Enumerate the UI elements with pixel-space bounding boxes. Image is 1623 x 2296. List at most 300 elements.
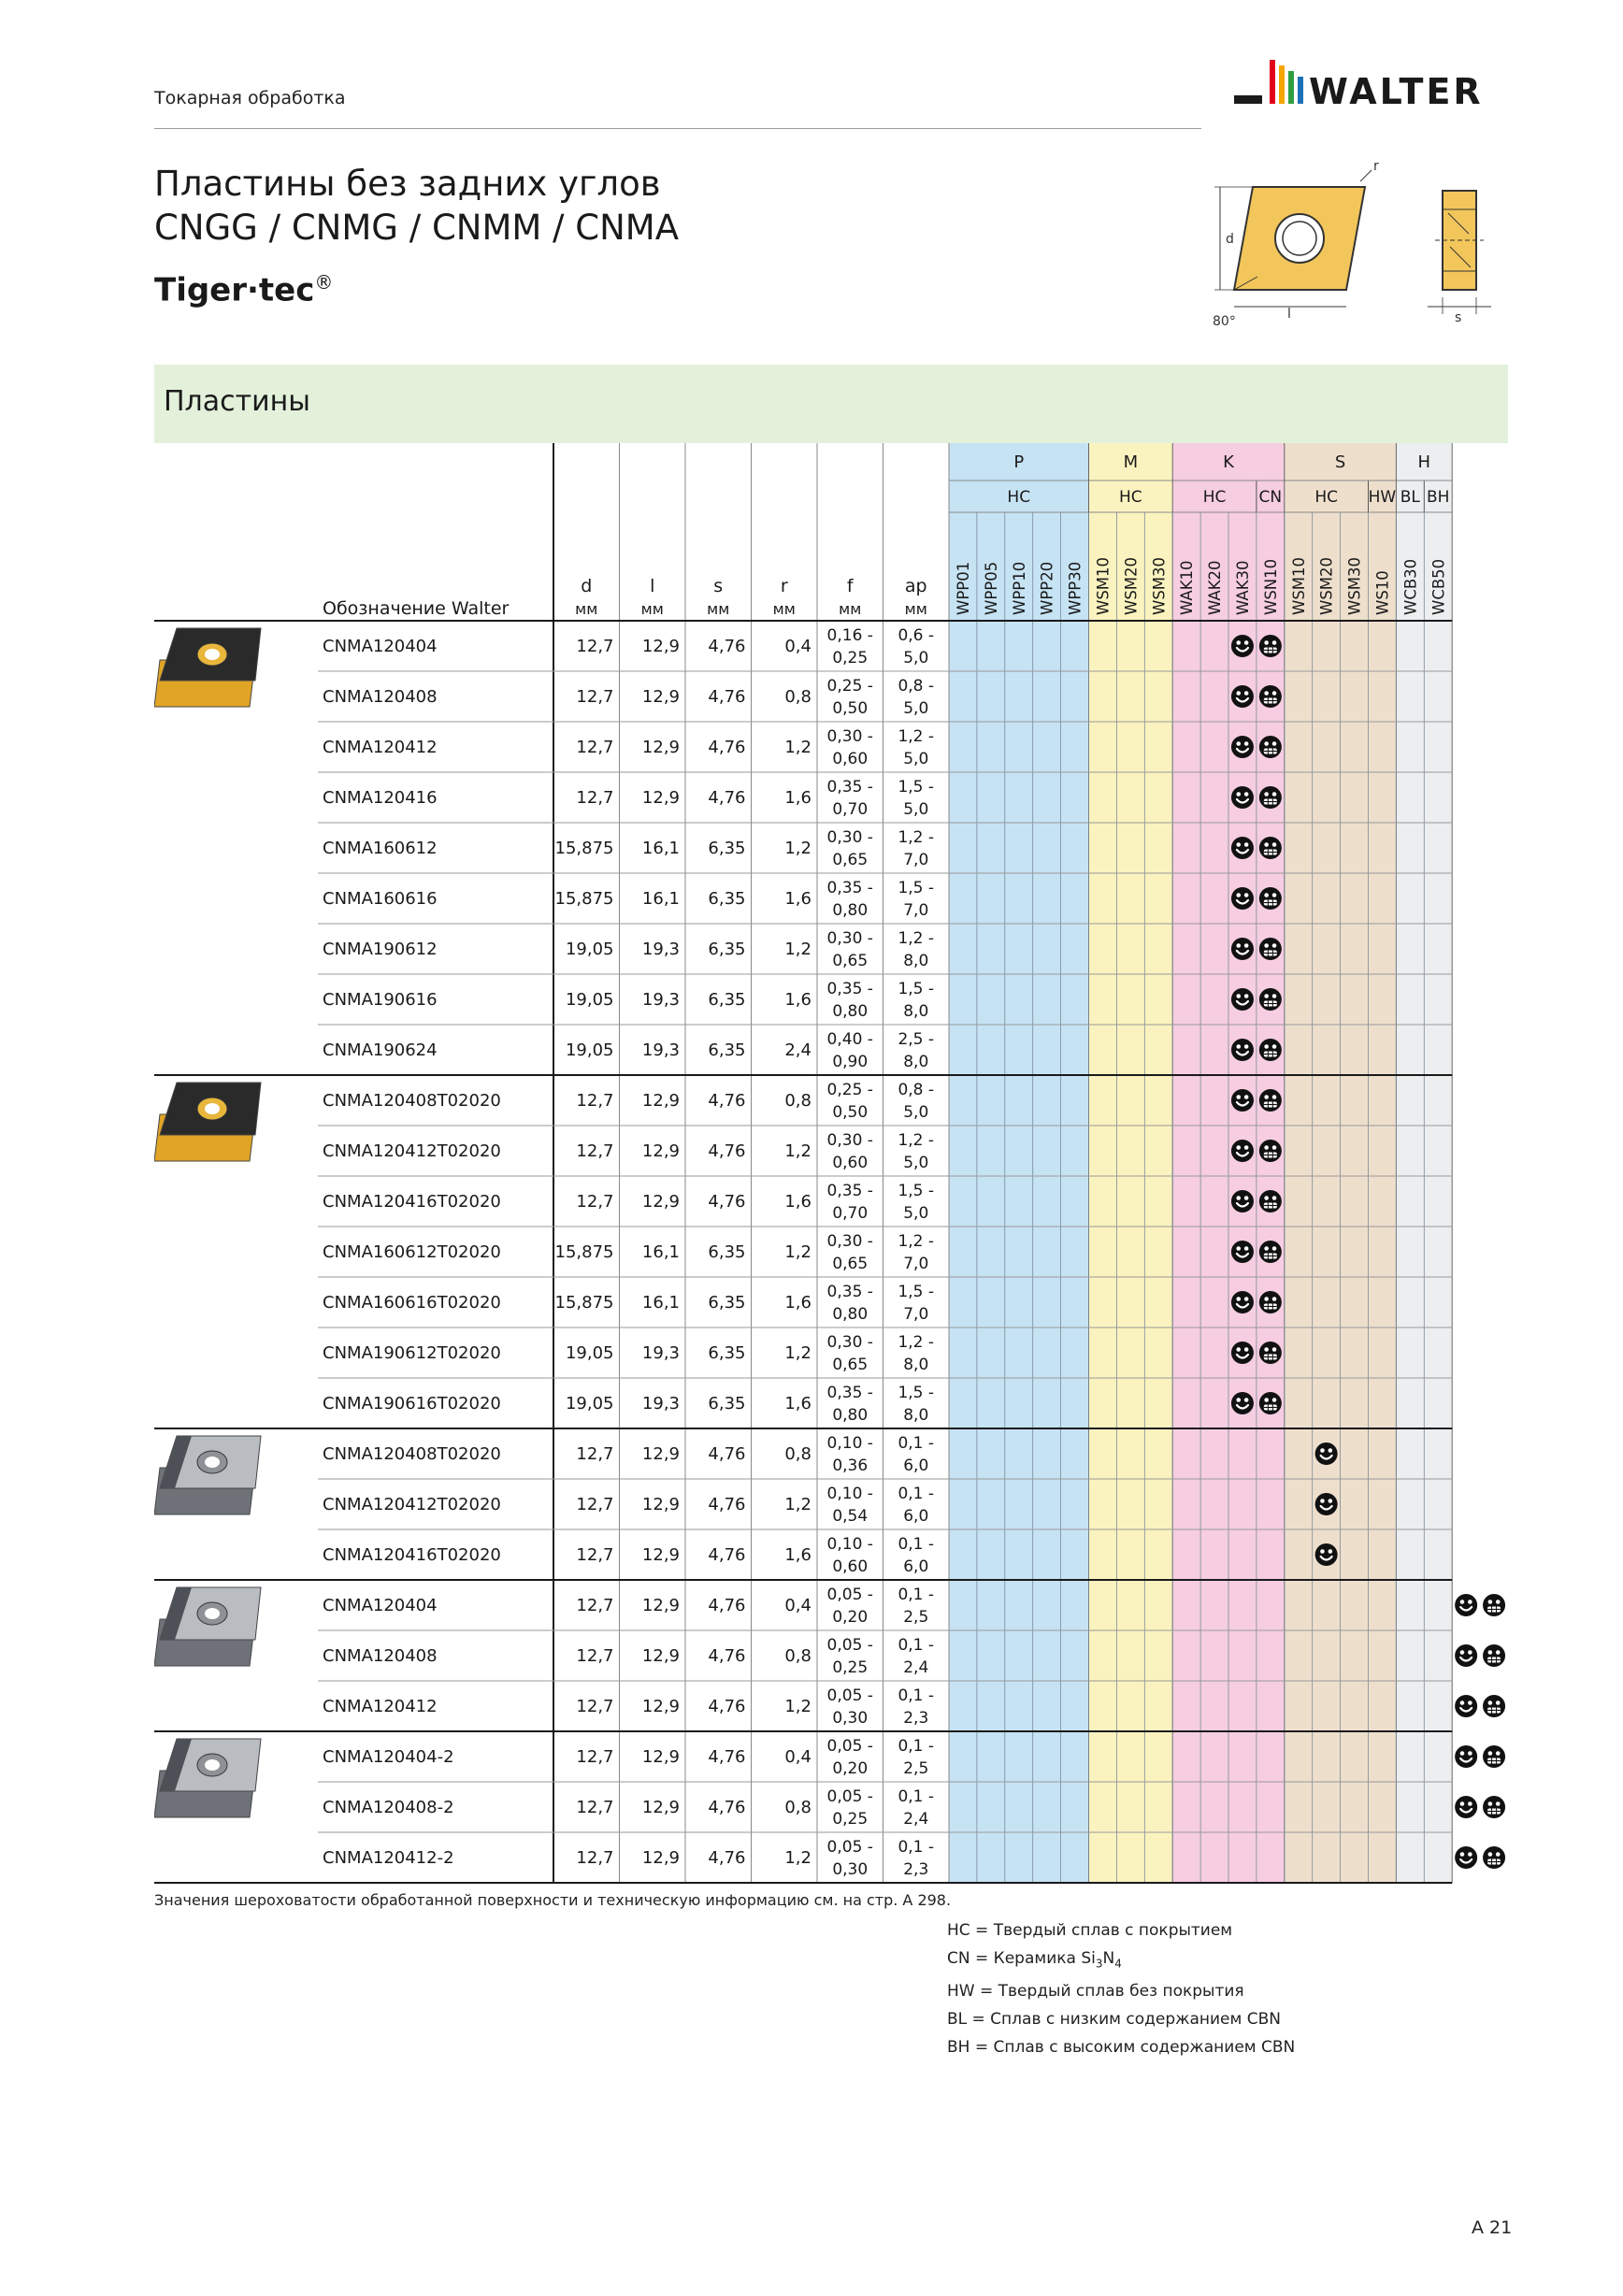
range-cell-ap: 5,0 <box>903 1154 929 1172</box>
range-cell-f: 0,54 <box>832 1507 869 1526</box>
range-cell-ap: 5,0 <box>903 1103 929 1122</box>
range-cell-ap: 7,0 <box>903 901 929 920</box>
dim-cell-l: 12,9 <box>641 738 680 757</box>
smiley-face-icon <box>1231 1342 1254 1364</box>
grade-label: WSM10 <box>1094 556 1113 615</box>
range-cell-f: 0,30 - <box>826 929 873 948</box>
smiley-face-icon <box>1455 1695 1477 1717</box>
dim-unit: мм <box>904 600 927 618</box>
range-cell-ap: 0,8 - <box>898 677 935 696</box>
range-cell-ap: 6,0 <box>903 1457 929 1475</box>
insert-image <box>154 1739 261 1817</box>
dim-cell-s: 6,35 <box>708 1394 746 1413</box>
smiley-face-icon <box>1231 988 1254 1011</box>
range-cell-f: 0,80 <box>832 1305 869 1324</box>
insert-image <box>154 628 261 707</box>
smiley-face-icon <box>1231 1392 1254 1414</box>
designation-cell: CNMA160612T02020 <box>323 1242 501 1262</box>
designation-cell: CNMA120404 <box>323 637 438 656</box>
range-cell-f: 0,50 <box>832 699 869 718</box>
legend-bh: BH = Сплав с высоким содержанием CBN <box>947 2038 1296 2058</box>
range-cell-ap: 0,1 - <box>898 1686 935 1705</box>
dim-cell-s: 6,35 <box>708 839 746 858</box>
dim-cell-d: 12,7 <box>576 1192 614 1212</box>
range-cell-ap: 0,1 - <box>898 1535 935 1554</box>
grade-class-hw: HW <box>1368 488 1397 507</box>
range-cell-f: 0,30 - <box>826 1131 873 1150</box>
range-cell-f: 0,05 - <box>826 1838 873 1857</box>
grade-label: WPP20 <box>1038 561 1056 615</box>
dim-cell-r: 1,2 <box>784 1848 812 1868</box>
designation-cell: CNMA160616 <box>323 889 438 909</box>
range-cell-f: 0,05 - <box>826 1636 873 1655</box>
range-cell-ap: 7,0 <box>903 851 929 869</box>
range-cell-f: 0,65 <box>832 1255 869 1273</box>
legend-bl: BL = Сплав с низким содержанием CBN <box>947 2010 1281 2030</box>
grade-label: WAK10 <box>1178 560 1197 615</box>
dim-cell-d: 12,7 <box>576 687 614 707</box>
designation-cell: CNMA120416T02020 <box>323 1192 501 1212</box>
dim-cell-s: 4,76 <box>708 1091 746 1111</box>
designation-cell: CNMA120404-2 <box>323 1747 454 1767</box>
smiley-face-icon <box>1455 1796 1477 1818</box>
range-cell-f: 0,60 <box>832 1557 869 1576</box>
dim-cell-r: 1,2 <box>784 940 812 959</box>
dim-cell-r: 2,4 <box>784 1040 812 1060</box>
section-label: Токарная обработка <box>154 88 346 108</box>
grade-class-hc: HC <box>1007 488 1031 507</box>
dim-cell-r: 1,6 <box>784 1394 812 1413</box>
grade-class-hc: HC <box>1314 488 1338 507</box>
range-cell-f: 0,35 - <box>826 1283 873 1301</box>
range-cell-ap: 0,1 - <box>898 1586 935 1604</box>
dim-cell-l: 16,1 <box>641 1293 680 1313</box>
dim-cell-s: 4,76 <box>708 1798 746 1817</box>
designation-cell: CNMA160616T02020 <box>323 1293 501 1313</box>
dim-cell-l: 12,9 <box>641 1444 680 1464</box>
dim-cell-d: 12,7 <box>576 1495 614 1514</box>
range-cell-f: 0,60 <box>832 1154 869 1172</box>
grade-label: WAK30 <box>1233 560 1252 615</box>
range-cell-f: 0,30 - <box>826 828 873 847</box>
material-group-k: K <box>1223 452 1234 472</box>
grimace-face-icon <box>1483 1846 1505 1869</box>
range-cell-f: 0,10 - <box>826 1535 873 1554</box>
svg-text:r: r <box>1373 159 1379 174</box>
grimace-face-icon <box>1259 1342 1282 1364</box>
dim-cell-s: 4,76 <box>708 1141 746 1161</box>
dim-cell-d: 15,875 <box>554 889 614 909</box>
grimace-face-icon <box>1259 1241 1282 1263</box>
logo-text: WALTER <box>1309 71 1484 112</box>
dim-unit: мм <box>640 600 664 618</box>
dim-cell-d: 12,7 <box>576 1848 614 1868</box>
range-cell-ap: 8,0 <box>903 1356 929 1374</box>
legend-hw: HW = Твердый сплав без покрытия <box>947 1982 1244 2002</box>
designation-cell: CNMA160612 <box>323 839 438 858</box>
range-cell-ap: 0,8 - <box>898 1081 935 1099</box>
dim-cell-r: 1,6 <box>784 889 812 909</box>
designation-cell: CNMA120408-2 <box>323 1798 454 1817</box>
range-cell-ap: 1,5 - <box>898 1384 935 1402</box>
dim-cell-r: 0,8 <box>784 1091 812 1111</box>
brand-title <box>154 271 333 309</box>
designation-cell: CNMA120408 <box>323 1646 438 1666</box>
walter-logo <box>1234 60 1507 122</box>
smiley-face-icon <box>1455 1846 1477 1869</box>
grimace-face-icon <box>1483 1796 1505 1818</box>
dim-header-l: l <box>650 576 655 596</box>
registered-mark: ® <box>314 271 334 294</box>
range-cell-f: 0,25 <box>832 1658 869 1677</box>
dim-header-ap: ap <box>904 576 927 596</box>
dim-cell-d: 12,7 <box>576 1646 614 1666</box>
dim-header-f: f <box>846 576 854 596</box>
svg-text:80°: 80° <box>1213 314 1236 329</box>
range-cell-ap: 8,0 <box>903 952 929 970</box>
dim-cell-s: 4,76 <box>708 1545 746 1565</box>
dim-cell-s: 4,76 <box>708 1747 746 1767</box>
dim-cell-d: 19,05 <box>565 990 614 1010</box>
dim-cell-d: 12,7 <box>576 1444 614 1464</box>
range-cell-ap: 5,0 <box>903 649 929 667</box>
range-cell-ap: 5,0 <box>903 800 929 819</box>
insert-image <box>154 1436 261 1514</box>
smiley-face-icon <box>1315 1442 1338 1465</box>
range-cell-f: 0,65 <box>832 1356 869 1374</box>
grade-label: WSM20 <box>1122 556 1141 615</box>
range-cell-f: 0,20 <box>832 1759 869 1778</box>
dim-cell-l: 19,3 <box>641 1040 680 1060</box>
dim-cell-l: 12,9 <box>641 788 680 808</box>
dim-cell-s: 4,76 <box>708 687 746 707</box>
dim-cell-r: 1,6 <box>784 990 812 1010</box>
designation-cell: CNMA120412T02020 <box>323 1495 501 1514</box>
range-cell-ap: 1,2 - <box>898 828 935 847</box>
range-cell-ap: 1,2 - <box>898 727 935 746</box>
dim-unit: мм <box>772 600 796 618</box>
range-cell-ap: 2,5 - <box>898 1030 935 1049</box>
dim-cell-d: 12,7 <box>576 1545 614 1565</box>
dim-cell-l: 12,9 <box>641 1495 680 1514</box>
header-divider <box>154 128 1201 129</box>
dim-cell-l: 12,9 <box>641 1798 680 1817</box>
smiley-face-icon <box>1231 685 1254 708</box>
legend <box>947 1916 1295 2061</box>
grade-label: WSM30 <box>1345 556 1364 615</box>
dim-cell-l: 12,9 <box>641 1697 680 1716</box>
range-cell-f: 0,50 <box>832 1103 869 1122</box>
range-cell-f: 0,30 <box>832 1709 869 1728</box>
range-cell-f: 0,70 <box>832 800 869 819</box>
range-cell-f: 0,25 - <box>826 677 873 696</box>
grade-class-hc: HC <box>1119 488 1142 507</box>
dim-cell-s: 6,35 <box>708 990 746 1010</box>
range-cell-f: 0,25 - <box>826 1081 873 1099</box>
range-cell-f: 0,60 <box>832 750 869 768</box>
svg-text:d: d <box>1226 232 1234 247</box>
smiley-face-icon <box>1231 736 1254 758</box>
section-title: Пластины <box>164 385 310 418</box>
range-cell-ap: 1,5 - <box>898 778 935 796</box>
dim-cell-l: 16,1 <box>641 1242 680 1262</box>
dim-cell-r: 0,8 <box>784 1444 812 1464</box>
dim-cell-s: 6,35 <box>708 1242 746 1262</box>
dim-cell-d: 12,7 <box>576 637 614 656</box>
dim-cell-r: 0,4 <box>784 1596 812 1615</box>
range-cell-f: 0,40 - <box>826 1030 873 1049</box>
range-cell-ap: 2,5 <box>903 1608 929 1627</box>
dim-cell-d: 12,7 <box>576 738 614 757</box>
dim-cell-d: 19,05 <box>565 940 614 959</box>
designation-cell: CNMA120416T02020 <box>323 1545 501 1565</box>
dim-cell-s: 6,35 <box>708 1293 746 1313</box>
grade-label: WSM20 <box>1317 556 1336 615</box>
smiley-face-icon <box>1231 1291 1254 1313</box>
grade-label: WSM30 <box>1150 556 1169 615</box>
designation-cell: CNMA120408T02020 <box>323 1091 501 1111</box>
dim-cell-s: 6,35 <box>708 1040 746 1060</box>
designation-cell: CNMA120404 <box>323 1596 438 1615</box>
smiley-face-icon <box>1231 1089 1254 1112</box>
dim-cell-s: 4,76 <box>708 1697 746 1716</box>
dim-cell-d: 12,7 <box>576 788 614 808</box>
range-cell-ap: 6,0 <box>903 1507 929 1526</box>
range-cell-ap: 1,5 - <box>898 1283 935 1301</box>
dim-cell-r: 1,2 <box>784 1495 812 1514</box>
dim-unit: мм <box>707 600 730 618</box>
designation-cell: CNMA120412 <box>323 738 438 757</box>
dim-cell-l: 12,9 <box>641 1192 680 1212</box>
range-cell-ap: 0,1 - <box>898 1434 935 1453</box>
dim-cell-s: 6,35 <box>708 1343 746 1363</box>
range-cell-f: 0,36 <box>832 1457 869 1475</box>
inserts-table <box>154 443 1508 1888</box>
grade-label: WCB30 <box>1401 558 1420 615</box>
range-cell-ap: 5,0 <box>903 699 929 718</box>
grimace-face-icon <box>1259 1291 1282 1313</box>
svg-text:l: l <box>1287 307 1291 322</box>
dim-cell-d: 19,05 <box>565 1394 614 1413</box>
svg-text:s: s <box>1455 310 1462 325</box>
dim-cell-r: 1,6 <box>784 788 812 808</box>
range-cell-f: 0,80 <box>832 1406 869 1425</box>
dim-cell-l: 19,3 <box>641 1394 680 1413</box>
grade-band-p <box>949 443 1089 1883</box>
range-cell-f: 0,05 - <box>826 1586 873 1604</box>
range-cell-ap: 1,5 - <box>898 980 935 998</box>
range-cell-ap: 1,2 - <box>898 1232 935 1251</box>
grimace-face-icon <box>1483 1745 1505 1768</box>
range-cell-ap: 8,0 <box>903 1053 929 1071</box>
smiley-face-icon <box>1231 635 1254 657</box>
smiley-face-icon <box>1455 1594 1477 1616</box>
smiley-face-icon <box>1231 1039 1254 1061</box>
grimace-face-icon <box>1259 1089 1282 1112</box>
material-group-m: M <box>1123 452 1139 472</box>
grade-class-cn: CN <box>1258 488 1283 507</box>
range-cell-f: 0,80 <box>832 901 869 920</box>
dim-cell-l: 16,1 <box>641 889 680 909</box>
grade-label: WSM10 <box>1289 556 1308 615</box>
dim-cell-l: 12,9 <box>641 637 680 656</box>
grade-label: WAK20 <box>1206 560 1225 615</box>
grimace-face-icon <box>1483 1644 1505 1667</box>
dim-cell-r: 1,6 <box>784 1293 812 1313</box>
range-cell-ap: 5,0 <box>903 1204 929 1223</box>
range-cell-f: 0,05 - <box>826 1787 873 1806</box>
title-line-2: CNGG / CNMG / CNMM / CNMA <box>154 208 680 248</box>
range-cell-ap: 0,1 - <box>898 1737 935 1756</box>
grimace-face-icon <box>1259 938 1282 960</box>
range-cell-ap: 8,0 <box>903 1002 929 1021</box>
grade-label: WCB50 <box>1429 558 1448 615</box>
dim-cell-s: 4,76 <box>708 1596 746 1615</box>
grimace-face-icon <box>1259 1190 1282 1213</box>
designation-cell: CNMA120416 <box>323 788 438 808</box>
dim-cell-d: 12,7 <box>576 1697 614 1716</box>
range-cell-ap: 1,2 - <box>898 1333 935 1352</box>
range-cell-f: 0,65 <box>832 851 869 869</box>
smiley-face-icon <box>1455 1745 1477 1768</box>
dim-cell-r: 1,2 <box>784 839 812 858</box>
grimace-face-icon <box>1259 736 1282 758</box>
dim-unit: мм <box>839 600 862 618</box>
dim-cell-r: 0,8 <box>784 687 812 707</box>
range-cell-f: 0,10 - <box>826 1434 873 1453</box>
range-cell-ap: 2,5 <box>903 1759 929 1778</box>
grade-band-m <box>1089 443 1173 1883</box>
grimace-face-icon <box>1259 786 1282 809</box>
range-cell-ap: 2,4 <box>903 1658 929 1677</box>
range-cell-ap: 1,5 - <box>898 1182 935 1200</box>
designation-cell: CNMA120408T02020 <box>323 1444 501 1464</box>
dim-cell-d: 15,875 <box>554 1293 614 1313</box>
insert-geometry-diagram <box>1201 157 1519 335</box>
range-cell-ap: 0,1 - <box>898 1787 935 1806</box>
range-cell-ap: 2,3 <box>903 1709 929 1728</box>
range-cell-f: 0,25 <box>832 649 869 667</box>
dim-cell-r: 0,4 <box>784 637 812 656</box>
grade-class-hc: HC <box>1202 488 1227 507</box>
range-cell-ap: 1,2 - <box>898 929 935 948</box>
insert-image <box>154 1587 261 1666</box>
dim-cell-s: 4,76 <box>708 738 746 757</box>
grimace-face-icon <box>1259 635 1282 657</box>
dim-cell-s: 6,35 <box>708 940 746 959</box>
range-cell-ap: 5,0 <box>903 750 929 768</box>
material-group-h: H <box>1417 452 1431 472</box>
designation-cell: CNMA190624 <box>323 1040 438 1060</box>
range-cell-f: 0,90 <box>832 1053 869 1071</box>
range-cell-f: 0,20 <box>832 1608 869 1627</box>
range-cell-ap: 0,1 - <box>898 1838 935 1857</box>
dim-cell-d: 12,7 <box>576 1798 614 1817</box>
range-cell-ap: 6,0 <box>903 1557 929 1576</box>
range-cell-ap: 8,0 <box>903 1406 929 1425</box>
grimace-face-icon <box>1483 1594 1505 1616</box>
dim-cell-r: 1,2 <box>784 738 812 757</box>
designation-cell: CNMA120412-2 <box>323 1848 454 1868</box>
dim-cell-l: 12,9 <box>641 1091 680 1111</box>
grimace-face-icon <box>1259 1392 1282 1414</box>
dim-cell-d: 12,7 <box>576 1141 614 1161</box>
dim-cell-s: 4,76 <box>708 637 746 656</box>
dim-cell-l: 12,9 <box>641 1848 680 1868</box>
page-title <box>154 162 679 250</box>
grimace-face-icon <box>1259 685 1282 708</box>
smiley-face-icon <box>1231 1140 1254 1162</box>
range-cell-f: 0,80 <box>832 1002 869 1021</box>
designation-cell: CNMA120412T02020 <box>323 1141 501 1161</box>
dim-cell-s: 4,76 <box>708 1646 746 1666</box>
smiley-face-icon <box>1231 1241 1254 1263</box>
range-cell-ap: 1,5 - <box>898 879 935 897</box>
grade-label: WPP05 <box>982 561 1000 615</box>
range-cell-f: 0,35 - <box>826 778 873 796</box>
designation-cell: CNMA190612T02020 <box>323 1343 501 1363</box>
designation-cell: CNMA190612 <box>323 940 438 959</box>
title-line-1: Пластины без задних углов <box>154 164 661 204</box>
range-cell-f: 0,35 - <box>826 1384 873 1402</box>
brand-name: Tiger·tec <box>154 271 315 309</box>
grimace-face-icon <box>1259 837 1282 859</box>
dim-cell-s: 4,76 <box>708 788 746 808</box>
dim-cell-l: 12,9 <box>641 1747 680 1767</box>
range-cell-ap: 2,3 <box>903 1860 929 1879</box>
grimace-face-icon <box>1259 988 1282 1011</box>
dim-cell-l: 12,9 <box>641 1545 680 1565</box>
dim-cell-l: 12,9 <box>641 1646 680 1666</box>
dim-header-s: s <box>713 576 724 596</box>
range-cell-f: 0,10 - <box>826 1485 873 1503</box>
legend-cn: CN = Керамика $Si_3N_4$ <box>947 1949 1122 1971</box>
dim-cell-l: 16,1 <box>641 839 680 858</box>
dim-cell-d: 19,05 <box>565 1040 614 1060</box>
legend-hc: HC = Твердый сплав с покрытием <box>947 1921 1233 1940</box>
dim-cell-s: 4,76 <box>708 1495 746 1514</box>
dim-cell-r: 1,2 <box>784 1141 812 1161</box>
footnote: Значения шероховатости обработанной поверхности и техническую информацию см. на стр. А 298. <box>154 1891 952 1909</box>
range-cell-f: 0,35 - <box>826 1182 873 1200</box>
dim-cell-l: 19,3 <box>641 1343 680 1363</box>
smiley-face-icon <box>1315 1493 1338 1515</box>
range-cell-f: 0,25 <box>832 1810 869 1829</box>
page-number: A 21 <box>1472 2217 1513 2238</box>
grade-label: WPP10 <box>1010 561 1028 615</box>
dim-cell-l: 19,3 <box>641 940 680 959</box>
dim-header-r: r <box>780 576 788 596</box>
dim-cell-s: 4,76 <box>708 1192 746 1212</box>
range-cell-ap: 0,1 - <box>898 1636 935 1655</box>
smiley-face-icon <box>1231 887 1254 910</box>
grade-label: WPP01 <box>954 561 972 615</box>
dim-cell-s: 6,35 <box>708 889 746 909</box>
grade-label: WSN10 <box>1261 558 1280 615</box>
grade-class-bl: BL <box>1400 488 1420 507</box>
range-cell-f: 0,30 - <box>826 727 873 746</box>
range-cell-f: 0,05 - <box>826 1686 873 1705</box>
dim-cell-r: 0,8 <box>784 1646 812 1666</box>
dim-cell-s: 4,76 <box>708 1848 746 1868</box>
range-cell-f: 0,30 - <box>826 1232 873 1251</box>
designation-cell: CNMA190616 <box>323 990 438 1010</box>
dim-cell-l: 19,3 <box>641 990 680 1010</box>
range-cell-f: 0,30 - <box>826 1333 873 1352</box>
range-cell-f: 0,30 <box>832 1860 869 1879</box>
range-cell-ap: 2,4 <box>903 1810 929 1829</box>
dim-cell-r: 1,6 <box>784 1545 812 1565</box>
